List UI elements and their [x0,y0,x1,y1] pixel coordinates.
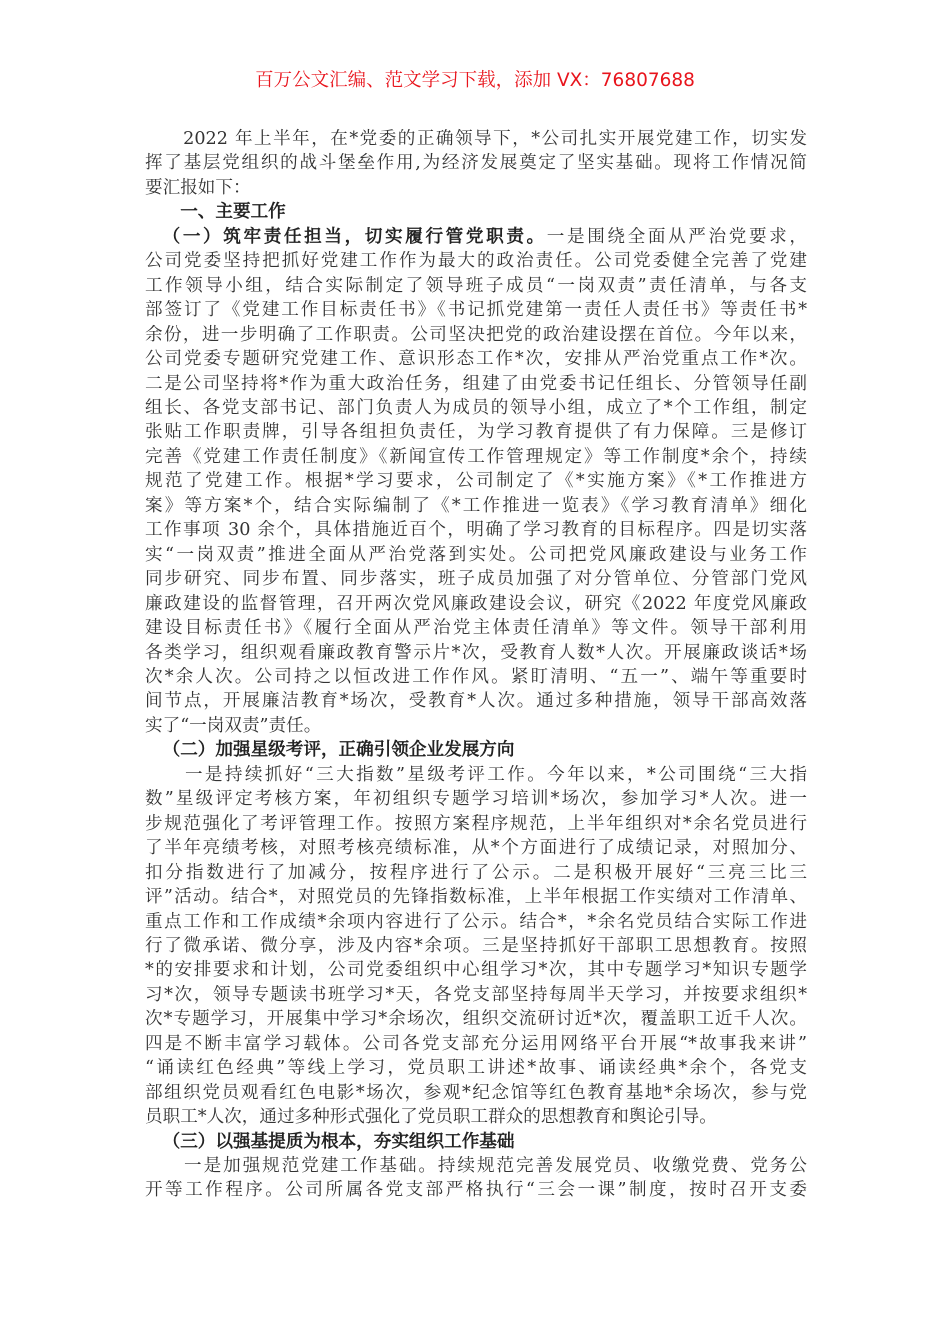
watermark-banner: 百万公文汇编、范文学习下载，添加 VX：76807688 [255,70,695,91]
sub1-line: 工作领导小组，结合实际制定了领导班子成员“一岗双责”责任清单，与各支 [145,275,807,296]
sub2-line: 员职工*人次，通过多种形式强化了党员职工群众的思想教育和舆论引导。 [145,1107,717,1128]
sub1-line: 二是公司坚持将*作为重大政治任务，组建了由党委书记任组长、分管领导任副 [145,373,807,394]
sub2-line: 评”活动。结合*，对照党员的先锋指数标准，上半年根据工作实绩对工作清单、 [145,887,807,908]
sub1-line: 案》等方案*个，结合实际编制了《*工作推进一览表》《学习教育清单》细化 [145,495,807,516]
sub3-line: 开等工作程序。公司所属各党支部严格执行“三会一课”制度，按时召开支委 [145,1180,807,1201]
sub1-first-line-rest: 一是围绕全面从严治党要求， [546,226,807,247]
sub2-line: 数”星级评定考核方案，年初组织专题学习培训*场次，参加学习*人次。进一 [145,789,807,810]
sub1-line: 工作事项 30 余个，具体措施近百个，明确了学习教育的目标程序。四是切实落 [145,520,807,541]
sub1-line: 廉政建设的监督管理，召开两次党风廉政建设会议，研究《2022 年度党风廉政 [145,593,807,614]
sub1-first-line [145,225,807,249]
sub2-line: 部组织党员观看红色电影*场次，参观*纪念馆等红色教育基地*余场次，参与党 [145,1082,807,1103]
sub1-line: 规范了党建工作。根据*学习要求，公司制定了《*实施方案》《*工作推进方 [145,471,807,492]
sub1-line: 间节点，开展廉洁教育*场次，受教育*人次。通过多种措施，领导干部高效落 [145,691,807,712]
sub2-line: *的安排要求和计划，公司党委组织中心组学习*次，其中专题学习*知识专题学 [145,960,807,981]
section-heading-main-work: 一、主要工作 [180,202,286,223]
sub2-heading: （二）加强星级考评，正确引领企业发展方向 [162,740,515,761]
sub1-line: 建设目标责任书》《履行全面从严治党主体责任清单》等文件。领导干部利用 [145,618,807,639]
sub1-line: 次*余人次。公司持之以恒改进工作作风。紧盯清明、“五一”、端午等重要时 [145,666,807,687]
sub2-line: 了半年亮绩考核，对照考核亮绩标准，从*个方面进行了成绩记录，对照加分、 [145,838,807,859]
sub2-line: 次*专题学习，开展集中学习*余场次，组织交流研讨近*次，覆盖职工近千人次。 [145,1009,807,1030]
sub2-line: 四是不断丰富学习载体。公司各党支部充分运用网络平台开展“*故事我来讲” [145,1033,807,1054]
sub1-line: 张贴工作职责牌，引导各组担负责任，为学习教育提供了有力保障。三是修订 [145,422,807,443]
sub3-line: 一是加强规范党建工作基础。持续规范完善发展党员、收缴党费、党务公 [145,1156,807,1177]
sub2-line: 重点工作和工作成绩*余项内容进行了公示。结合*，*余名党员结合实际工作进 [145,911,807,932]
sub2-line: “诵读红色经典”等线上学习，党员职工讲述*故事、诵读经典*余个，各党支 [145,1058,807,1079]
intro-line: 2022 年上半年，在*党委的正确领导下，*公司扎实开展党建工作，切实发 [145,129,807,149]
sub3-heading: （三）以强基提质为根本，夯实组织工作基础 [162,1131,515,1152]
intro-line: 要汇报如下： [145,177,251,198]
sub1-line: 余份，进一步明确了工作职责。公司坚决把党的政治建设摆在首位。今年以来， [145,324,807,345]
sub1-line: 公司党委坚持把抓好党建工作作为最大的政治责任。公司党委健全完善了党建 [145,251,807,272]
sub1-line: 部签订了《党建工作目标责任书》《书记抓党建第一责任人责任书》等责任书* [145,300,807,321]
sub2-line: 一是持续抓好“三大指数”星级考评工作。今年以来，*公司围绕“三大指 [145,764,807,785]
sub2-line: 习*次，领导专题读书班学习*天，各党支部坚持每周半天学习，并按要求组织* [145,984,807,1005]
sub1-heading: （一）筑牢责任担当，切实履行管党职责。 [162,226,547,247]
sub2-line: 步规范强化了考评管理工作。按照方案程序规范，上半年组织对*余名党员进行 [145,813,807,834]
sub1-line: 实“一岗双责”推进全面从严治党落到实处。公司把党风廉政建设与业务工作 [145,544,807,565]
document-body [145,127,807,1203]
sub1-line: 实了“一岗双责”责任。 [145,715,322,736]
sub1-line: 组长、各党支部书记、部门负责人为成员的领导小组，成立了*个工作组，制定 [145,397,807,418]
intro-line: 挥了基层党组织的战斗堡垒作用,为经济发展奠定了坚实基础。现将工作情况简 [145,153,807,174]
sub1-line: 完善《党建工作责任制度》《新闻宣传工作管理规定》等工作制度*余个，持续 [145,446,807,467]
sub2-line: 行了微承诺、微分享，涉及内容*余项。三是坚持抓好干部职工思想教育。按照 [145,935,807,956]
sub1-line: 同步研究、同步布置、同步落实，班子成员加强了对分管单位、分管部门党风 [145,569,807,590]
sub1-line: 公司党委专题研究党建工作、意识形态工作*次，安排从严治党重点工作*次。 [145,349,807,370]
sub1-line: 各类学习，组织观看廉政教育警示片*次，受教育人数*人次。开展廉政谈话*场 [145,642,807,663]
sub2-line: 扣分指数进行了加减分，按程序进行了公示。二是积极开展好“三亮三比三 [145,862,807,883]
